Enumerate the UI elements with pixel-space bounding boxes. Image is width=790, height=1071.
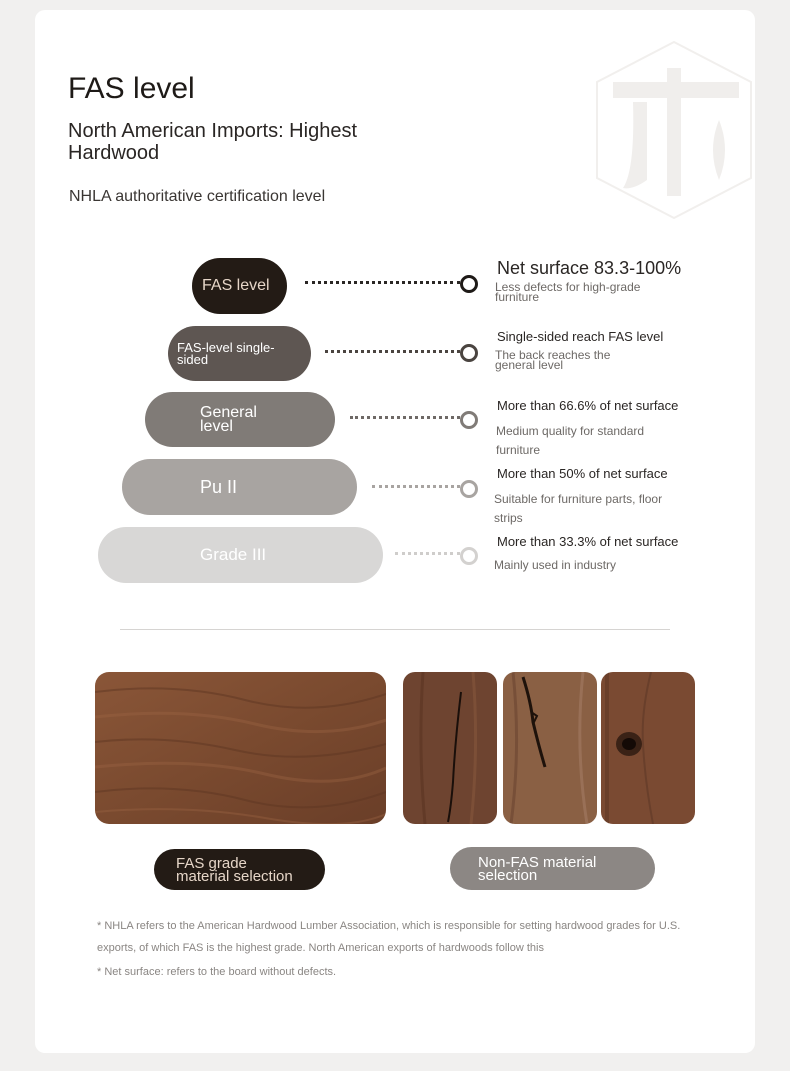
page-title: FAS level — [68, 72, 195, 105]
net-surface-footnote: * Net surface: refers to the board without defects. — [97, 966, 337, 978]
connector-line — [325, 350, 460, 353]
non-fas-material-label — [450, 847, 655, 890]
page-subtitle: North American Imports: Highest Hardwood — [68, 120, 357, 164]
grade-title: More than 50% of net surface — [497, 466, 668, 481]
grade-desc: Suitable for furniture parts, floor strips — [494, 492, 663, 525]
brand-logo-watermark — [593, 40, 755, 220]
grade-title: Single-sided reach FAS level — [497, 329, 664, 344]
non-fas-sapwood-sample-image — [503, 672, 597, 824]
grade-pill-grade-iii — [98, 527, 383, 583]
grade-label: FAS-level single-sided — [177, 339, 275, 367]
marker-ring — [460, 547, 478, 565]
grade-pill-fas — [192, 258, 287, 314]
connector-line — [350, 416, 460, 419]
marker-ring — [460, 275, 478, 293]
marker-ring — [460, 480, 478, 498]
non-fas-material-text: Non-FAS material selection — [478, 853, 597, 884]
grade-pill-general — [145, 392, 335, 447]
marker-ring — [460, 411, 478, 429]
connector-line — [372, 485, 460, 488]
grade-desc: The back reaches the general level — [495, 348, 611, 372]
non-fas-knot-sample-image — [601, 672, 695, 824]
grade-title: More than 33.3% of net surface — [497, 534, 679, 549]
grade-label: Grade III — [200, 545, 267, 564]
fas-wood-sample-image — [95, 672, 386, 824]
content-card — [35, 10, 755, 1053]
fas-material-text: FAS grade material selection — [176, 854, 293, 885]
grade-label: General level — [200, 403, 257, 435]
certification-text: NHLA authoritative certification level — [69, 188, 326, 205]
connector-line — [305, 281, 460, 284]
non-fas-crack-sample-image — [403, 672, 497, 824]
grade-pill-fas-single-sided — [168, 326, 311, 381]
grade-desc: Medium quality for standard furniture — [496, 424, 645, 457]
grade-label: FAS level — [202, 277, 270, 294]
fas-material-label — [154, 849, 325, 890]
grade-desc: Less defects for high-grade furniture — [495, 280, 641, 304]
section-divider — [120, 629, 670, 630]
grade-title: Net surface 83.3-100% — [497, 258, 682, 278]
grade-desc: Mainly used in industry — [494, 558, 617, 572]
nhla-footnote: * NHLA refers to the American Hardwood Lumber Association, which is responsible for setting hardwood grades for U.S. exports, of which FAS is the highest grade. North American exports of hardwoods follow this — [97, 920, 681, 954]
connector-line — [395, 552, 460, 555]
grade-label: Pu II — [200, 477, 238, 497]
grade-title: More than 66.6% of net surface — [497, 398, 679, 413]
marker-ring — [460, 344, 478, 362]
grade-pill-pu-ii — [122, 459, 357, 515]
